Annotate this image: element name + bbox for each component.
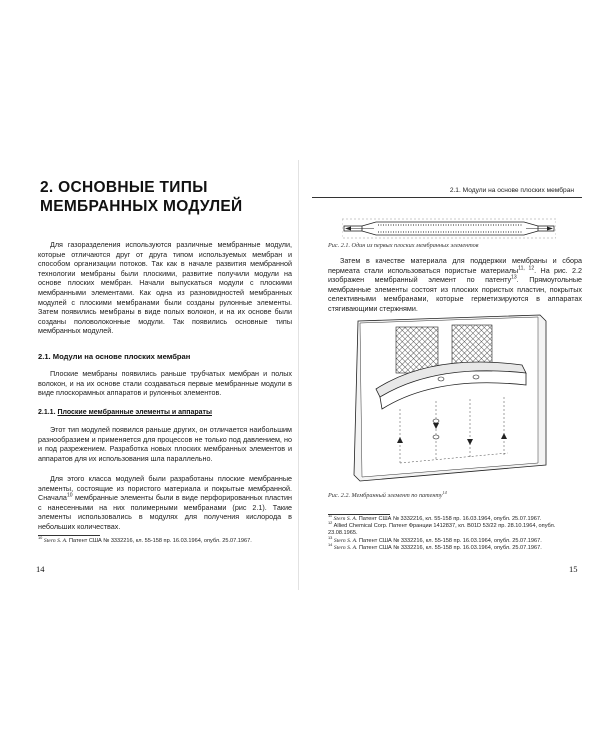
footnote-ref-13: 13 (511, 274, 517, 281)
subsection-paragraph-1: Этот тип модулей появился раньше других, он отличается наибольшим разнообразием и применяется для процессов не только под давлением, но и под разрежением. Разработка новых плоских мембранных элементов и аппаратов для их использования шла параллельно. (38, 425, 292, 463)
footnote-number: 14 (328, 542, 333, 548)
footnote-rule (38, 535, 100, 536)
footnote-ref-11-12: 11, 12 (518, 265, 535, 272)
subsection-heading (38, 408, 212, 417)
section-heading: 2.1. Модули на основе плоских мембран (38, 352, 191, 361)
page-number: 14 (36, 564, 45, 574)
figure-2-2-caption-text: Рис. 2.2. Мембранный элемент по патенту (328, 492, 443, 499)
paragraph-text-mid: . На рис. 2.2 изображен мембранный элемент по патенту (328, 265, 582, 285)
footnote-text: Патент США № 3332216, кл. 55-158 пр. 16.03.1964, опубл. 25.07.1967. (67, 538, 252, 544)
right-paragraph (328, 256, 582, 314)
footnote-text: Патент США № 3332216, кл. 55-158 пр. 16.03.1964, опубл. 25.07.1967. (357, 516, 542, 522)
footnote-number: 13 (328, 535, 333, 541)
figure-2-2-membrane-element (340, 313, 554, 489)
footnote-author: Stern S. A. (43, 538, 68, 544)
figure-2-1-caption: Рис. 2.1. Один из первых плоских мембранных элементов (328, 242, 479, 249)
figure-2-2-caption (328, 489, 583, 499)
gutter-divider (298, 160, 299, 590)
footnote-ref: 10 (66, 492, 73, 499)
footnote-number: 10 (38, 535, 43, 541)
subsection-number: 2.1.1. (38, 409, 56, 416)
running-head-rule (312, 197, 582, 198)
footnote-14 (328, 542, 584, 552)
footnote-rule (328, 514, 390, 515)
footnote-number: 11 (328, 513, 333, 519)
footnote-text: Патент США № 3332216, кл. 55-158 пр. 16.03.1964, опубл. 25.07.1967. (357, 545, 542, 551)
footnote-text: Allied Chemical Corp. Патент Франции 1412837, кл. B01D 53/22 пр. 28.10.1964, опубл. 23.08.1965. (328, 523, 556, 537)
right-page (312, 170, 587, 580)
subsection-paragraph-2 (38, 474, 292, 532)
footnote-text: Патент США № 3332216, кл. 55-158 пр. 16.03.1964, опубл. 25.07.1967. (357, 538, 542, 544)
paragraph-text-end: мембранные элементы были в виде перфорированных пластин с нанесенными на них полимерными мембранами (рис 2.1). Такие элементы использовались в модулях для получения кислорода в небольших количествах. (38, 493, 292, 531)
footnote-author: Stern S. A. (333, 545, 358, 551)
intro-paragraph: Для газоразделения используются различные мембранные модули, которые отличаются друг от друга типом используемых мембран и способом организации потоков. Так как в начале развития мембранной технологии мембраны были плоскими, развитие получили модули на основе плоских мембран. Начали выпускаться модули с плоскими мембранными элементами. Как одна из разновидностей мембранных модулей с плоскими мембранами были созданы рулонные элементы. Затем появились мембраны в виде полых волокон, и на их основе были созданы половолоконные модули. Так появились основные типы мембранных модулей. (38, 240, 292, 336)
left-page (22, 170, 292, 580)
section-paragraph: Плоские мембраны появились раньше трубчатых мембран и полых волокон, и на их основе стали создаваться первые мембранные модули в виде плоскорамных аппаратов и рулонных элементов. (38, 369, 292, 398)
footnote-number: 12 (328, 520, 333, 526)
paragraph-text-start: Затем в качестве материала для поддержки мембраны и сбора пермеата стали использоваться пористые материалы (328, 256, 582, 275)
footnote-author: Stern S. A. (333, 516, 358, 522)
chapter-title (40, 178, 292, 216)
chapter-title-line-2: МЕМБРАННЫХ МОДУЛЕЙ (40, 198, 243, 215)
running-head: 2.1. Модули на основе плоских мембран (449, 187, 574, 194)
paragraph-text-end: . Прямоугольные мембранные элементы состоят из плоских пористых пластин, покрытых селективными мембранами, которые герметизируются в аппаратах стягивающими стержнями. (328, 275, 583, 313)
footnote (38, 535, 290, 545)
chapter-title-line-1: 2. ОСНОВНЫЕ ТИПЫ (40, 179, 208, 196)
paragraph-text-start: Для этого класса модулей были разработаны плоские мембранные элементы, состоящие из пористого материала и покрытые мембранной. Сначала (38, 474, 292, 503)
figure-2-2-caption-ref: 14 (442, 489, 447, 495)
footnote-author: Stern S. A. (333, 538, 358, 544)
subsection-title: Плоские мембранные элементы и аппараты (57, 409, 212, 416)
figure-2-1-membrane-element (342, 215, 556, 241)
page-number: 15 (569, 564, 578, 574)
